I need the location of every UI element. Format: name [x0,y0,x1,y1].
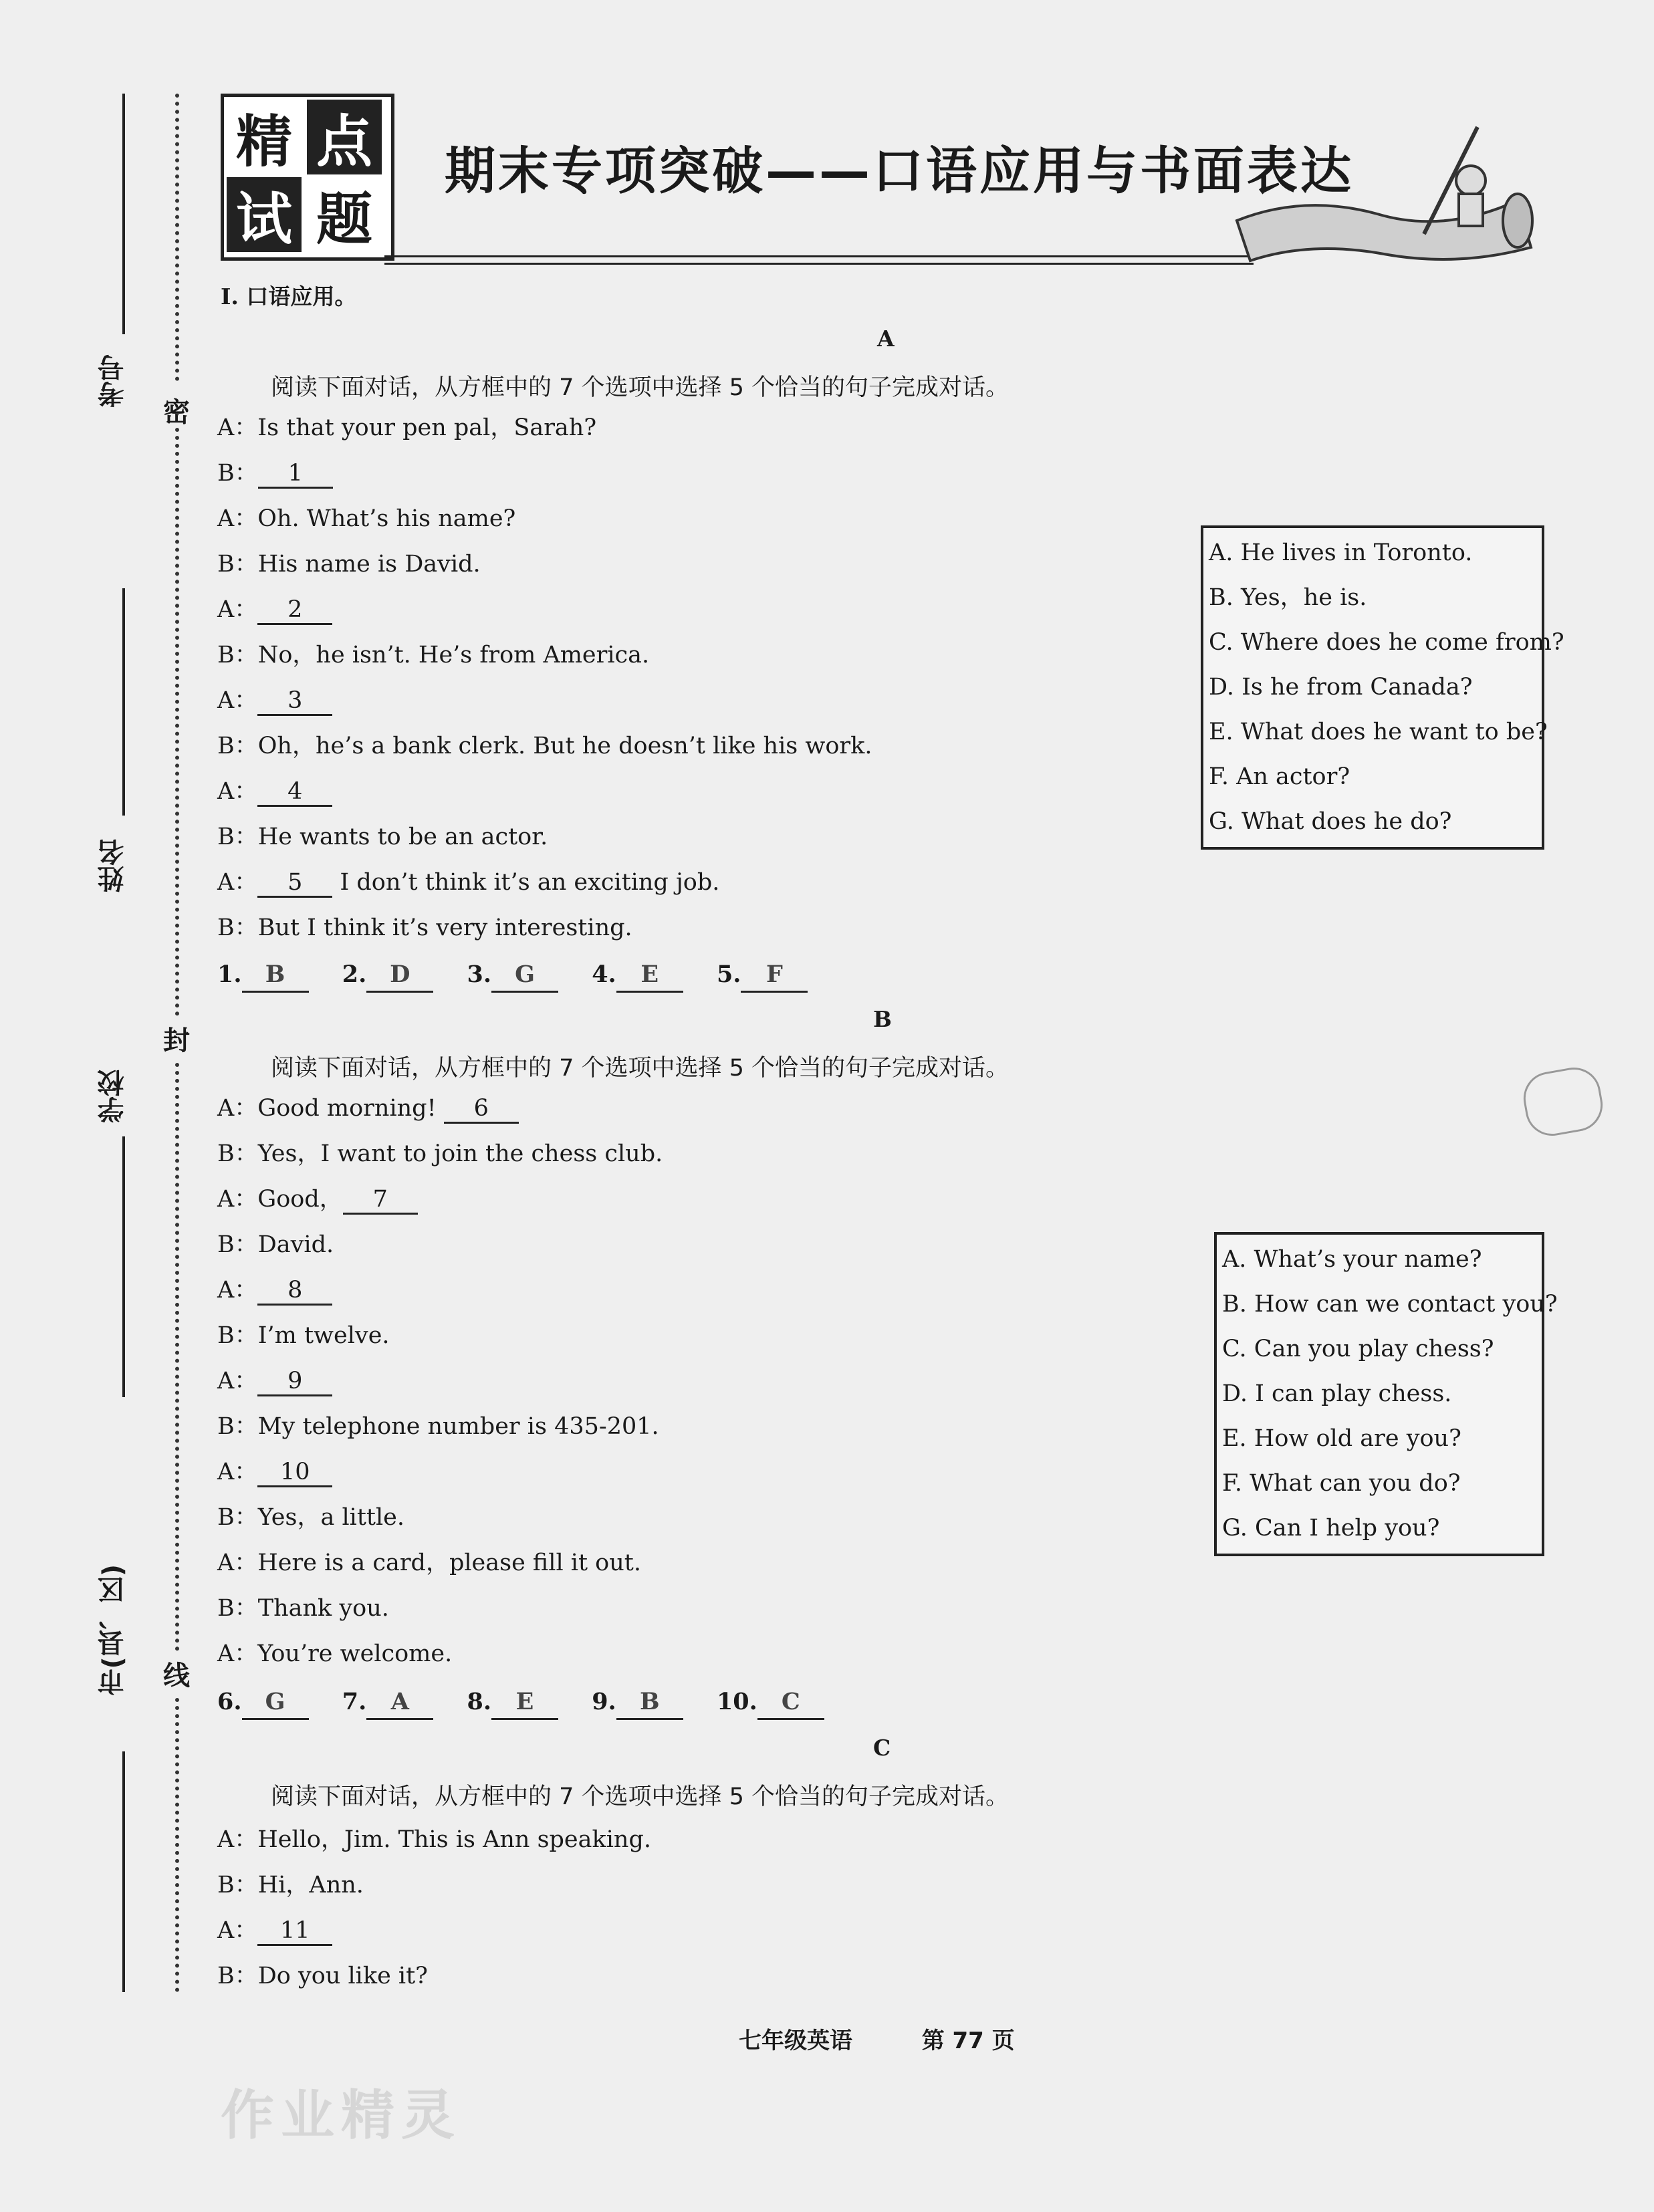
exam-number-label: 考号 [98,354,128,408]
logo-char-2: 点 [307,100,382,174]
seal-char-feng: 封 [163,1025,190,1056]
dialogue-line: A： 8 [217,1274,332,1306]
answer-slot[interactable]: C [757,1686,824,1720]
dialogue-line: A：Oh. What’s his name? [217,505,516,532]
options-box-b [1214,1232,1558,1556]
page-title: 期末专项突破——口语应用与书面表达 [445,141,1354,201]
option-item: C. Can you play chess? [1222,1336,1494,1362]
option-item: G. Can I help you? [1222,1515,1440,1542]
option-item: B. Yes，he is. [1209,584,1367,611]
answer-blank[interactable]: 9 [257,1368,332,1396]
option-item: D. I can play chess. [1222,1380,1452,1407]
title-underline [384,255,1254,265]
scroll-illustration-icon [1223,120,1544,267]
option-item: F. What can you do? [1222,1470,1461,1497]
answer-blank[interactable]: 8 [257,1277,332,1306]
seal-char-xian: 线 [163,1661,190,1691]
dialogue-line: A： 5 I don’t think it’s an exciting job. [217,866,719,898]
answer-slot[interactable]: D [366,959,433,993]
dialogue-line: A：You’re welcome. [217,1640,453,1667]
option-item: B. How can we contact you? [1222,1291,1558,1318]
option-item: E. How old are you? [1222,1425,1461,1452]
answer-slot[interactable]: E [491,1686,558,1720]
logo-box [221,94,394,261]
dialogue-line: A： 10 [217,1456,332,1488]
city-label: 市(县、区) [98,1564,128,1696]
answer-slot[interactable]: A [366,1686,433,1720]
answer-row: 6. G 7. A 8. E 9. B 10. C [217,1686,850,1720]
school-label: 学校 [98,1070,128,1123]
dialogue-line: B：I’m twelve. [217,1322,390,1349]
watermark: 作业精灵 [221,2084,461,2146]
answer-slot[interactable]: F [741,959,808,993]
dialogue-line: B： 1 [217,457,333,489]
logo-char-3: 试 [227,177,302,252]
answer-slot[interactable]: B [616,1686,683,1720]
dialogue-line: A： 3 [217,685,332,717]
dialogue-line: A： 4 [217,775,332,808]
answer-blank[interactable]: 2 [257,596,332,625]
dialogue-line: A：Is that your pen pal，Sarah? [217,414,597,441]
part-c-instruction: 阅读下面对话，从方框中的 7 个选项中选择 5 个恰当的句子完成对话。 [271,1784,1010,1810]
part-a-instruction: 阅读下面对话，从方框中的 7 个选项中选择 5 个恰当的句子完成对话。 [271,374,1010,401]
option-item: G. What does he do? [1209,808,1452,835]
dialogue-line: A：Hello，Jim. This is Ann speaking. [217,1826,651,1853]
option-item: A. He lives in Toronto. [1209,539,1473,566]
dialogue-line: A： 2 [217,594,332,626]
stamp-icon [1520,1064,1607,1140]
footer-grade: 七年级英语 [739,2027,852,2054]
dialogue-line: B：Yes，I want to join the chess club. [217,1140,663,1167]
dialogue-line: B：Do you like it? [217,1963,428,1989]
part-b-instruction: 阅读下面对话，从方框中的 7 个选项中选择 5 个恰当的句子完成对话。 [271,1055,1010,1082]
dialogue-line: B：He wants to be an actor. [217,824,548,850]
answer-blank[interactable]: 7 [343,1186,418,1215]
dialogue-line: A： 11 [217,1915,332,1947]
answer-blank[interactable]: 1 [258,460,333,489]
answer-slot[interactable]: G [491,959,558,993]
option-item: F. An actor? [1209,763,1350,790]
dialogue-line: B：David. [217,1231,334,1258]
option-item: E. What does he want to be? [1209,719,1548,745]
answer-slot[interactable]: B [242,959,309,993]
part-a-heading: A [877,326,895,352]
section-heading: I. 口语应用。 [221,283,357,310]
dialogue-line: B：Oh，he’s a bank clerk. But he doesn’t like his work. [217,733,872,759]
student-name-label: 姓名 [98,839,128,892]
answer-slot[interactable]: G [242,1686,309,1720]
answer-blank[interactable]: 6 [444,1095,519,1124]
option-item: A. What’s your name? [1222,1246,1482,1273]
answer-slot[interactable]: E [616,959,683,993]
options-box-a [1201,525,1564,850]
answer-blank[interactable]: 3 [257,687,332,716]
dialogue-line: B：His name is David. [217,551,481,578]
option-item: C. Where does he come from? [1209,629,1564,656]
answer-blank[interactable]: 5 [257,869,332,898]
page-footer [739,2022,1015,2055]
dialogue-line: B：No，he isn’t. He’s from America. [217,642,650,668]
dialogue-line: B：My telephone number is 435-201. [217,1413,659,1440]
dialogue-line: A：Good， 7 [217,1183,418,1215]
option-item: D. Is he from Canada? [1209,674,1473,701]
part-c-heading: C [873,1735,891,1761]
dialogue-line: A： 9 [217,1365,332,1397]
dialogue-line: A：Here is a card，please fill it out. [217,1550,641,1576]
part-b-heading: B [873,1006,892,1032]
seal-char-mi: 密 [163,397,190,428]
dialogue-line: B：But I think it’s very interesting. [217,914,632,941]
logo-char-4: 题 [316,186,372,252]
answer-row: 1. B 2. D 3. G 4. E 5. F [217,959,833,993]
answer-blank[interactable]: 4 [257,778,332,807]
dialogue-line: B：Thank you. [217,1595,389,1622]
dialogue-line: B：Hi，Ann. [217,1872,364,1898]
answer-blank[interactable]: 11 [257,1917,332,1946]
logo-char-1: 精 [235,108,292,174]
dialogue-line: B：Yes，a little. [217,1504,405,1531]
answer-blank[interactable]: 10 [257,1459,332,1487]
dialogue-line: A：Good morning! 6 [217,1092,519,1124]
footer-page-number: 第 77 页 [921,2027,1015,2054]
